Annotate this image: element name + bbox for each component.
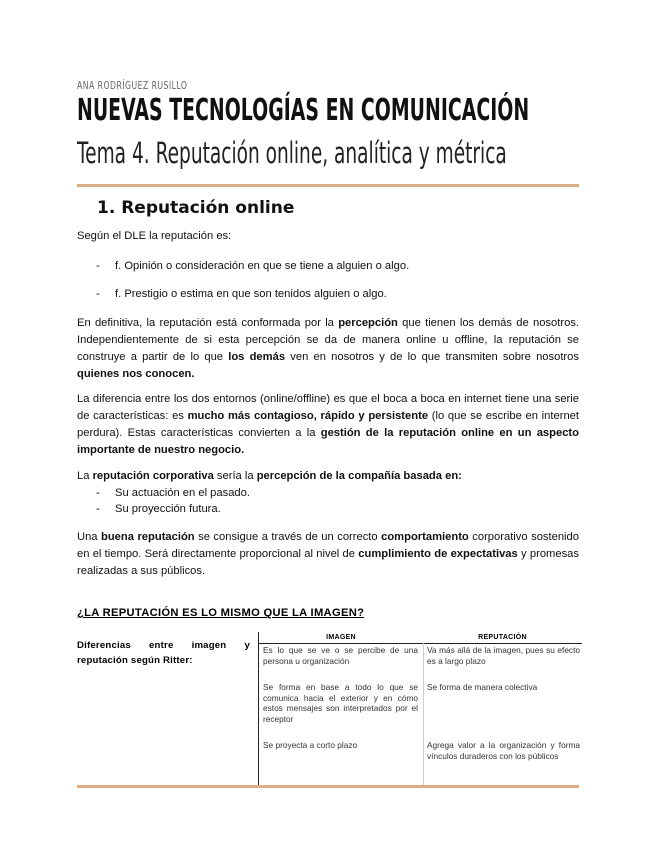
table-column-divider [423,643,424,785]
table-header-imagen: IMAGEN [326,634,356,641]
definition-item: - f. Opinión o consideración en que se tiene a alguien o algo. [96,260,410,272]
paragraph-corporate-reputation: La reputación corporativa sería la percepción de la compañía basada en: [77,470,462,482]
ritter-label: Diferencias entre imagen y reputación según Ritter: [77,640,250,666]
table-header-reputacion: REPUTACIÓN [478,634,527,641]
author-name: ANA RODRÍGUEZ RUSILLO [77,79,188,92]
table-header-rule [259,643,582,644]
table-cell: Es lo que se ve o se percibe de una persona u organización [263,645,418,666]
corporate-item: - Su proyección futura. [96,503,221,515]
paragraph-online-offline: La diferencia entre los dos entornos (online/offline) es que el boca a boca en internet tiene una serie de características: es mucho más contagioso, rápido y persistente (lo que se escribe en internet perdura). Estas características convierten a la gestión de la reputación online en un aspecto importante de nuestro negocio. [77,393,579,456]
table-cell: Se proyecta a corto plazo [263,740,358,750]
title-divider [77,184,579,187]
paragraph-perception: En definitiva, la reputación está conformada por la percepción que tienen los demás de nosotros. Independientemente de si esta percepción se da de manera online u offline, la reputación se construye a partir de lo que los demás ven en nosotros y de lo que transmiten sobre nosotros quienes nos conocen. [77,317,579,380]
table-cell: Agrega valor a la organización y forma vínculos duraderos con los públicos [427,740,580,761]
section-heading: 1. Reputación online [97,198,295,218]
table-cell: Va más allá de la imagen, pues su efecto es a largo plazo [427,645,580,666]
course-title: NUEVAS TECNOLOGÍAS EN COMUNICACIÓN [77,93,530,128]
table-cell: Se forma en base a todo lo que se comunica hacia el exterior y en cómo estos mensajes son interpretados por el receptor [263,682,418,724]
corporate-item: - Su actuación en el pasado. [96,487,250,499]
table-cell: Se forma de manera colectiva [427,682,538,692]
comparison-table [258,632,582,785]
question-heading: ¿LA REPUTACIÓN ES LO MISMO QUE LA IMAGEN? [77,607,365,619]
definition-item: - f. Prestigio o estima en que son tenidos alguien o algo. [96,288,387,300]
paragraph-good-reputation: Una buena reputación se consigue a través de un correcto comportamiento corporativo sostenido en el tiempo. Será directamente proporcional al nivel de cumplimiento de expectativas y promesas realizadas a sus públicos. [77,531,579,577]
intro-paragraph: Según el DLE la reputación es: [77,230,232,242]
topic-title: Tema 4. Reputación online, analítica y métrica [77,136,507,170]
footer-divider [77,785,579,788]
